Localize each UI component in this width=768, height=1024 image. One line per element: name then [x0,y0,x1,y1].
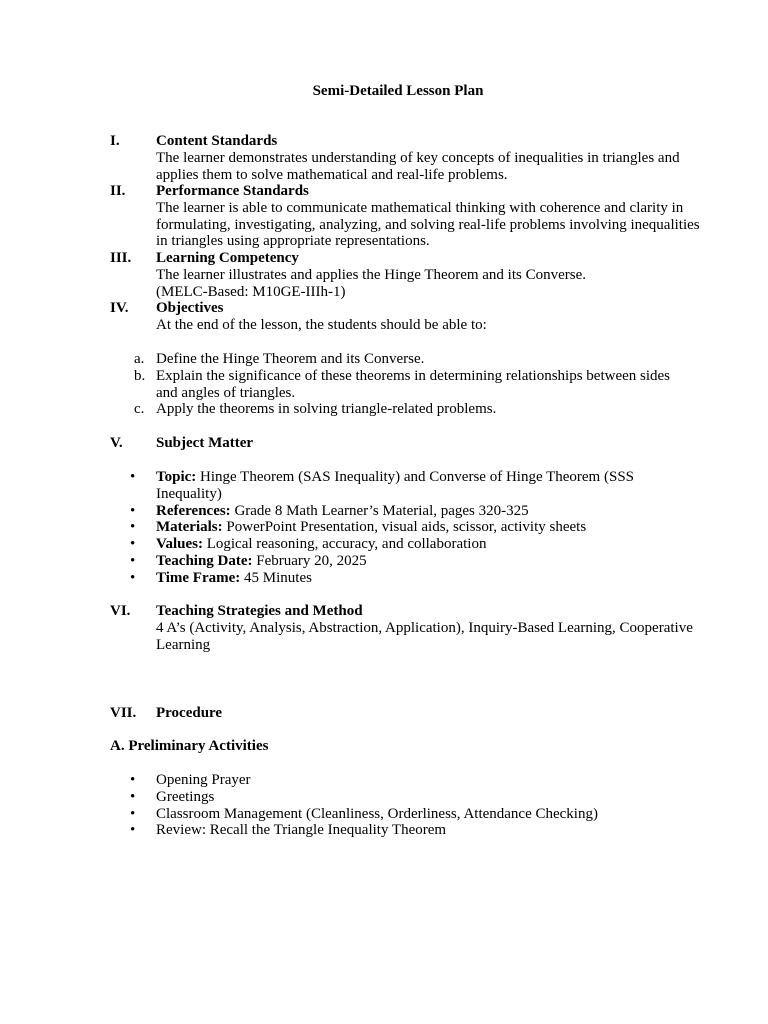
section-numeral: III. [110,250,132,266]
bullet-icon: • [130,552,136,569]
item-label: Time Frame: [156,569,241,586]
section-heading: Performance Standards [156,183,309,199]
item-text: Grade 8 Math Learner’s Material, pages 320-325 [230,502,529,519]
section-teaching-strategies [110,603,700,653]
melc-code: (MELC-Based: M10GE-IIIh-1) [156,283,346,300]
section-heading: Subject Matter [156,435,254,451]
item-label: Teaching Date: [156,552,253,569]
item-text: February 20, 2025 [252,552,367,569]
list-item [126,570,686,587]
preliminary-activities-list [126,772,686,839]
section-numeral: VI. [110,603,131,619]
item-text: Greetings [156,788,215,805]
item-text: Opening Prayer [156,772,251,788]
bullet-icon: • [130,569,136,586]
section-numeral: VII. [110,705,137,721]
section-numeral: V. [110,435,123,451]
list-item [126,469,686,503]
section-subject-matter [110,435,700,452]
item-label: Topic: [156,469,197,485]
bullet-icon: • [130,822,136,839]
bullet-icon: • [130,502,136,519]
list-item [126,806,686,823]
objectives-intro: At the end of the lesson, the students should be able to: [156,316,487,333]
item-text: Apply the theorems in solving triangle-related problems. [156,401,497,418]
section-heading: Procedure [156,705,223,721]
item-text: Explain the significance of these theorems in determining relationships between sides and angles of triangles. [156,367,671,401]
item-label: Values: [156,536,203,553]
section-procedure [110,705,700,722]
objectives-list [134,351,676,418]
bullet-icon: • [130,805,136,822]
item-text: Classroom Management (Cleanliness, Orderliness, Attendance Checking) [156,805,598,822]
item-text: PowerPoint Presentation, visual aids, scissor, activity sheets [222,519,587,536]
list-item [126,536,686,553]
bullet-icon: • [130,469,136,485]
section-numeral: IV. [110,300,129,316]
list-item [126,822,686,839]
bullet-icon: • [130,519,136,536]
list-item [102,368,676,402]
section-text: The learner demonstrates understanding of key concepts of inequalities in triangles and applies them to solve mathematical and real-life problems. [156,149,680,183]
document-title: Semi-Detailed Lesson Plan [312,83,484,99]
item-marker: a. [134,351,145,367]
list-item [126,519,686,536]
list-item [102,401,676,418]
item-text: Define the Hinge Theorem and its Converse. [156,351,425,367]
list-item [126,772,686,789]
item-text: Logical reasoning, accuracy, and collaboration [202,536,487,553]
bullet-icon: • [130,772,136,788]
section-heading: Content Standards [156,133,278,149]
item-label: References: [156,502,231,519]
section-text: 4 A’s (Activity, Analysis, Abstraction, Application), Inquiry-Based Learning, Cooperative Learning [156,619,693,653]
item-label: Materials: [156,519,223,536]
item-text: Hinge Theorem (SAS Inequality) and Converse of Hinge Theorem (SSS Inequality) [156,469,634,502]
item-text: Review: Recall the Triangle Inequality Theorem [156,822,447,839]
preliminary-activities-heading: A. Preliminary Activities [110,738,269,754]
subject-matter-list [126,469,686,587]
section-objectives [110,300,700,334]
section-heading: Teaching Strategies and Method [156,603,363,619]
section-text: The learner illustrates and applies the Hinge Theorem and its Converse. [156,266,587,283]
list-item [126,553,686,570]
section-learning-competency [110,250,700,300]
section-content-standards [110,133,700,183]
item-text: 45 Minutes [240,569,312,586]
list-item [126,789,686,806]
section-heading: Learning Competency [156,250,299,266]
list-item [102,351,676,368]
bullet-icon: • [130,536,136,553]
item-marker: c. [134,401,145,418]
section-numeral: I. [110,133,120,149]
section-text: The learner is able to communicate mathematical thinking with coherence and clarity in formulating, investigating, analyzing, and solving real-life problems involving inequalities in triangles using appropriate representations. [156,199,700,250]
section-heading: Objectives [156,300,224,316]
list-item [126,503,686,520]
section-numeral: II. [110,183,126,199]
bullet-icon: • [130,788,136,805]
section-performance-standards [110,183,700,250]
item-marker: b. [134,367,146,384]
